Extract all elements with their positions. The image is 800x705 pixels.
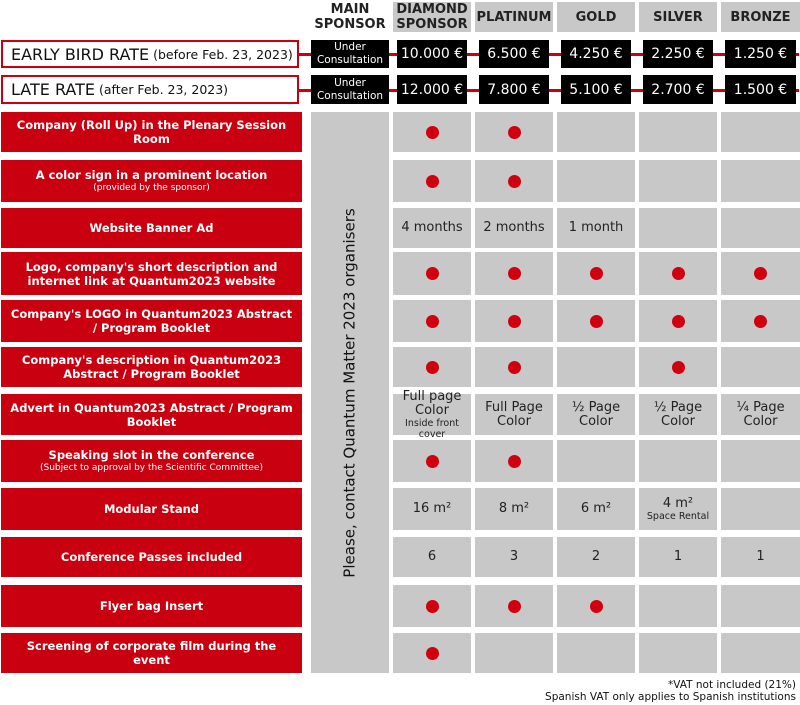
feature-row-label (1, 488, 302, 530)
benefit-cell (475, 112, 553, 152)
feature-label: Conference Passes included (60, 550, 243, 564)
feature-row-label (1, 160, 302, 202)
benefit-cell (639, 488, 717, 530)
feature-label: A color sign in a prominent location (35, 168, 268, 182)
benefit-cell (721, 488, 800, 530)
header-3 (557, 2, 635, 32)
benefit-cell (393, 488, 471, 530)
benefit-value: ½ Page Color (653, 399, 703, 429)
vat-footnote (480, 679, 796, 705)
price-main (311, 40, 389, 68)
benefit-cell (557, 440, 635, 482)
benefit-cell (393, 347, 471, 387)
included-dot-icon (672, 361, 685, 374)
feature-label: Website Banner Ad (89, 221, 214, 235)
benefit-cell (557, 252, 635, 295)
header-1 (393, 2, 471, 32)
included-dot-icon (508, 361, 521, 374)
included-dot-icon (508, 315, 521, 328)
benefit-cell (475, 488, 553, 530)
benefit-cell (639, 585, 717, 627)
price-value: 1.250 € (733, 46, 788, 62)
feature-label: Modular Stand (103, 502, 200, 516)
included-dot-icon (672, 315, 685, 328)
feature-row-label (1, 633, 302, 673)
vat-line-2: Spanish VAT only applies to Spanish institutions (545, 691, 796, 703)
benefit-cell (557, 537, 635, 577)
included-dot-icon (426, 361, 439, 374)
included-dot-icon (426, 126, 439, 139)
benefit-cell (721, 300, 800, 342)
benefit-note: Space Rental (646, 510, 710, 522)
price-value: 2.700 € (651, 81, 705, 98)
benefit-cell (721, 160, 800, 202)
benefit-value: 8 m² (498, 501, 530, 516)
rate-date: (before Feb. 23, 2023) (153, 46, 293, 62)
feature-sublabel: (Subject to approval by the Scientific Committee) (40, 463, 263, 473)
benefit-cell (393, 208, 471, 248)
benefit-cell (393, 537, 471, 577)
benefit-cell (721, 208, 800, 248)
included-dot-icon (426, 647, 439, 660)
price-cell (725, 75, 796, 104)
feature-row-label (1, 252, 302, 295)
benefit-value: ½ Page Color (571, 399, 621, 429)
benefit-cell (639, 252, 717, 295)
benefit-cell (721, 537, 800, 577)
included-dot-icon (754, 315, 767, 328)
benefit-cell (721, 585, 800, 627)
benefit-value: Full Page Color (485, 399, 543, 429)
rate-name: EARLY BIRD RATE (11, 44, 150, 64)
benefit-cell (639, 394, 717, 435)
header-label: SILVER (653, 9, 703, 25)
price-cell (479, 40, 549, 68)
included-dot-icon (426, 600, 439, 613)
benefit-cell (721, 252, 800, 295)
included-dot-icon (426, 315, 439, 328)
benefit-cell (475, 208, 553, 248)
price-value: 12.000 € (400, 81, 464, 98)
benefit-cell (639, 347, 717, 387)
benefit-cell (475, 633, 553, 673)
benefit-cell (393, 388, 471, 440)
benefit-cell (393, 633, 471, 673)
header-0 (311, 2, 389, 32)
header-5 (721, 2, 800, 32)
benefit-value: 4 m² (662, 495, 694, 511)
benefit-value: 4 months (401, 220, 463, 235)
rate-label-1 (1, 75, 299, 104)
benefit-cell (639, 300, 717, 342)
header-label: PLATINUM (476, 9, 552, 25)
benefit-value: 1 (756, 549, 765, 564)
benefit-cell (557, 347, 635, 387)
header-label: MAIN SPONSOR (314, 2, 386, 32)
benefit-value: 1 month (568, 220, 624, 235)
benefit-cell (639, 633, 717, 673)
included-dot-icon (508, 126, 521, 139)
benefit-cell (475, 347, 553, 387)
included-dot-icon (590, 267, 603, 280)
feature-label: Screening of corporate film during the event (26, 639, 277, 667)
included-dot-icon (426, 267, 439, 280)
benefit-cell (721, 347, 800, 387)
benefit-cell (393, 585, 471, 627)
benefit-cell (475, 440, 553, 482)
price-value: 6.500 € (487, 46, 541, 62)
price-cell (479, 75, 549, 104)
price-cell (397, 75, 467, 104)
price-value: 5.100 € (569, 81, 623, 98)
rate-label-0 (1, 40, 299, 68)
feature-row-label (1, 347, 302, 387)
header-2 (475, 2, 553, 32)
feature-sublabel: (provided by the sponsor) (93, 183, 210, 193)
included-dot-icon (508, 600, 521, 613)
benefit-cell (721, 394, 800, 435)
feature-label: Company (Roll Up) in the Plenary Session Room (16, 118, 287, 146)
feature-row-label (1, 585, 302, 627)
included-dot-icon (508, 267, 521, 280)
benefit-value: ¼ Page Color (736, 399, 785, 429)
benefit-cell (639, 440, 717, 482)
header-label: BRONZE (730, 9, 791, 25)
benefit-cell (393, 252, 471, 295)
benefit-cell (393, 112, 471, 152)
price-main (311, 75, 389, 104)
benefit-cell (557, 633, 635, 673)
benefit-cell (721, 440, 800, 482)
price-cell (561, 40, 631, 68)
benefit-cell (557, 488, 635, 530)
included-dot-icon (426, 455, 439, 468)
feature-label: Company's LOGO in Quantum2023 Abstract / Program Booklet (10, 307, 293, 335)
benefit-cell (721, 112, 800, 152)
benefit-cell (475, 585, 553, 627)
included-dot-icon (590, 600, 603, 613)
benefit-cell (557, 394, 635, 435)
benefit-cell (639, 112, 717, 152)
feature-row-label (1, 394, 302, 435)
benefit-cell (475, 537, 553, 577)
feature-row-label (1, 208, 302, 248)
price-cell (643, 75, 713, 104)
price-cell (643, 40, 713, 68)
benefit-value: 2 months (483, 220, 545, 235)
included-dot-icon (590, 315, 603, 328)
price-value: 1.500 € (733, 81, 788, 98)
benefit-value: Full page Color (402, 388, 462, 418)
benefit-cell (639, 537, 717, 577)
benefit-cell (475, 160, 553, 202)
feature-row-label (1, 440, 302, 482)
feature-label: Speaking slot in the conference (48, 448, 255, 462)
rate-name: LATE RATE (11, 80, 96, 99)
feature-label: Flyer bag Insert (99, 599, 204, 613)
included-dot-icon (508, 175, 521, 188)
benefit-cell (475, 394, 553, 435)
included-dot-icon (754, 267, 767, 280)
included-dot-icon (426, 175, 439, 188)
header-4 (639, 2, 717, 32)
price-value: 10.000 € (400, 46, 464, 62)
feature-label: Advert in Quantum2023 Abstract / Program Booklet (10, 400, 293, 429)
price-cell (561, 75, 631, 104)
benefit-note: Inside front cover (405, 417, 459, 440)
benefit-cell (639, 208, 717, 248)
contact-column (311, 112, 389, 673)
benefit-cell (393, 160, 471, 202)
benefit-cell (393, 440, 471, 482)
price-value: 2.250 € (651, 46, 705, 62)
header-label: DIAMOND SPONSOR (396, 2, 468, 32)
rate-date: (after Feb. 23, 2023) (99, 82, 229, 97)
price-main-text: Under Consultation (316, 76, 384, 102)
header-label: GOLD (575, 9, 617, 25)
price-value: 7.800 € (487, 81, 541, 98)
benefit-cell (557, 585, 635, 627)
price-main-text: Under Consultation (316, 41, 384, 66)
benefit-value: 2 (591, 549, 601, 564)
benefit-value: 1 (673, 549, 683, 564)
benefit-cell (557, 160, 635, 202)
benefit-cell (557, 112, 635, 152)
benefit-cell (475, 252, 553, 295)
feature-row-label (1, 537, 302, 577)
benefit-cell (393, 300, 471, 342)
vat-line-1: *VAT not included (21%) (668, 679, 796, 691)
feature-row-label (1, 300, 302, 342)
price-value: 4.250 € (569, 46, 623, 62)
feature-row-label (1, 112, 302, 152)
benefit-cell (721, 633, 800, 673)
contact-text: Please, contact Quantum Matter 2023 organisers (341, 207, 360, 578)
price-cell (725, 40, 796, 68)
benefit-cell (639, 160, 717, 202)
included-dot-icon (672, 267, 685, 280)
feature-label: Logo, company's short description and internet link at Quantum2023 website (25, 259, 278, 288)
included-dot-icon (508, 455, 521, 468)
benefit-cell (475, 300, 553, 342)
price-cell (397, 40, 467, 68)
benefit-cell (557, 208, 635, 248)
feature-label: Company's description in Quantum2023 Abstract / Program Booklet (21, 353, 282, 381)
benefit-cell (557, 300, 635, 342)
benefit-value: 6 (427, 549, 437, 564)
benefit-value: 6 m² (580, 501, 612, 516)
benefit-value: 3 (509, 549, 519, 564)
benefit-value: 16 m² (412, 501, 452, 516)
